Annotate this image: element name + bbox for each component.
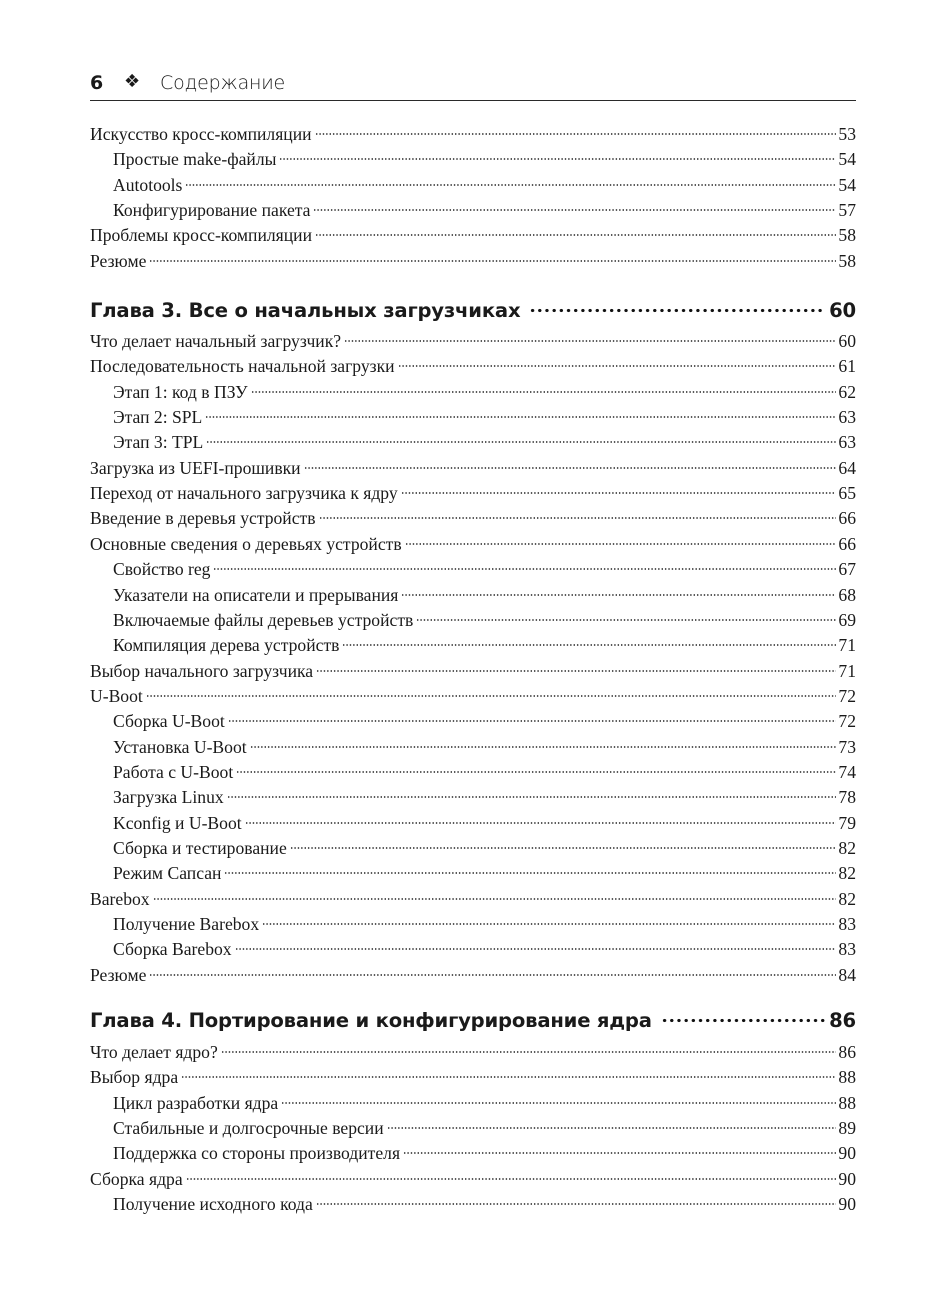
dot-leader [315,132,837,136]
toc-entry [90,532,856,556]
toc-entry [90,684,856,708]
toc-entry-page: 88 [838,1067,856,1088]
toc-entry [90,912,856,936]
toc-entry-title: Переход от начального загрузчика к ядру [90,483,398,504]
toc-entry-page: 62 [838,381,856,402]
ornament-icon: ❖ [124,71,141,92]
toc-entry [90,861,856,885]
toc-entry [90,760,856,784]
toc-entry [90,380,856,404]
dot-leader [304,466,837,470]
toc-entry-title: Загрузка из UEFI-прошивки [90,457,301,478]
toc-entry-title: Проблемы кросс-компиляции [90,225,313,246]
toc-entry [90,173,856,197]
toc-entry-page: 82 [838,888,856,909]
dot-leader [316,669,836,673]
toc-entry [90,430,856,454]
dot-leader [221,1050,837,1054]
dot-leader [251,390,837,394]
chapter-heading [90,296,856,326]
dot-leader [236,770,836,774]
toc-entry-page: 83 [838,939,856,960]
toc-entry-title: Поддержка со стороны производителя [113,1143,401,1164]
toc-entry-page: 68 [838,584,856,605]
toc-entry [90,329,856,353]
toc-entry [90,963,856,987]
dot-leader [213,567,836,571]
toc-entry-page: 64 [838,457,856,478]
toc-entry [90,1141,856,1165]
toc-entry-page: 72 [838,685,856,706]
toc-entry-page: 60 [838,331,856,351]
toc-entry-page: 86 [838,1042,856,1062]
toc-entry-title: Конфигурирование пакета [113,200,311,221]
toc-entry-title: Введение в деревья устройств [90,508,316,529]
toc-entry [90,249,856,273]
toc-entry [90,405,856,429]
toc-entry-title: Выбор ядра [90,1067,179,1088]
toc-entry-page: 54 [838,174,856,195]
chapter-heading [90,1006,856,1036]
dot-leader [146,694,837,698]
toc-entry [90,354,856,378]
toc-entry-title: Основные сведения о деревьях устройств [90,533,402,554]
toc-entry [90,122,856,146]
toc-entry [90,785,856,809]
toc-entry-page: 58 [838,250,856,271]
toc-entry-title: Установка U-Boot [113,736,247,757]
toc-entry-title: U-Boot [90,685,143,706]
toc-entry-page: 78 [838,787,856,808]
toc-entry [90,1116,856,1140]
chapter-page: 86 [829,1009,856,1032]
toc-entry-title: Режим Сапсан [113,863,222,884]
dot-leader [387,1126,837,1130]
toc-entry-page: 65 [838,483,856,504]
toc-entry [90,659,856,683]
dot-leader [281,1101,836,1105]
dot-leader [245,821,837,825]
dot-leader [235,947,837,951]
toc-entry-title: Этап 3: TPL [113,432,204,453]
dot-leader [279,157,836,161]
toc-entry-page: 57 [838,200,856,221]
dot-leader [401,593,836,597]
chapter-page: 60 [829,299,856,322]
toc-entry-page: 73 [838,736,856,757]
toc-entry-title: Свойство reg [113,559,211,580]
toc-entry [90,147,856,171]
dot-leader [206,440,836,444]
dot-leader [342,643,836,647]
dot-leader [403,1151,836,1155]
dot-leader [228,719,837,723]
toc-entry-title: Резюме [90,964,147,985]
toc-entry [90,836,856,860]
toc-entry [90,1040,856,1064]
toc-entry-title: Сборка Barebox [113,939,232,960]
toc-entry-title: Сборка U-Boot [113,711,225,732]
toc-entry-title: Этап 2: SPL [113,407,203,428]
toc-entry [90,583,856,607]
toc-entry-title: Включаемые файлы деревьев устройств [113,609,414,630]
dot-leader [250,745,837,749]
dot-leader [205,415,836,419]
dot-leader [153,897,837,901]
toc-entry-page: 71 [838,635,856,656]
dot-leader [416,618,836,622]
toc-entry-page: 63 [838,432,856,453]
dot-leader [149,259,836,263]
toc-entry-title: Barebox [90,888,150,909]
toc-entry-page: 82 [838,863,856,884]
toc-entry-page: 69 [838,609,856,630]
toc-entry-page: 58 [838,225,856,246]
toc-entry-page: 89 [838,1118,856,1139]
toc-entry-page: 90 [838,1168,856,1189]
toc-entry-page: 88 [838,1092,856,1113]
toc-entry [90,481,856,505]
toc-entry [90,557,856,581]
dot-leader [186,1177,837,1181]
toc-entry-page: 84 [838,964,856,985]
chapter-title: Глава 3. Все о начальных загрузчиках [90,299,521,322]
dot-leader [224,871,836,875]
page-number: 6 [90,72,104,94]
dot-leader [185,183,836,187]
dot-leader [401,491,837,495]
chapter-title: Глава 4. Портирование и конфигурирование ядра [90,1009,652,1032]
toc-entry-title: Загрузка Linux [113,787,224,808]
toc-entry-title: Последовательность начальной загрузки [90,356,395,377]
toc-entry-page: 82 [838,838,856,858]
toc-entry-title: Сборка и тестирование [113,838,287,858]
toc-entry-title: Что делает начальный загрузчик? [90,331,342,351]
toc-entry-page: 90 [838,1194,856,1215]
toc-entry-title: Работа с U-Boot [113,761,234,782]
toc-entry-page: 53 [838,124,856,144]
toc-entry-title: Цикл разработки ядра [113,1092,279,1113]
toc-entry-page: 67 [838,559,856,580]
toc-entry [90,1192,856,1216]
toc-entry-title: Получение исходного кода [113,1194,313,1215]
toc-entry-title: Kconfig и U-Boot [113,812,242,833]
toc-entry-page: 63 [838,407,856,428]
toc-entry [90,223,856,247]
toc-entry-page: 83 [838,914,856,935]
dot-leader [181,1075,836,1079]
toc-entry-page: 66 [838,508,856,529]
toc-entry-page: 71 [838,660,856,681]
toc-entry-page: 90 [838,1143,856,1164]
toc-entry-page: 79 [838,812,856,833]
toc-entry [90,887,856,911]
toc-entry-title: Компиляция дерева устройств [113,635,340,656]
toc-entry-title: Получение Barebox [113,914,260,935]
toc-entry [90,811,856,835]
toc-entry-title: Простые make-файлы [113,149,277,170]
dot-leader [405,542,837,546]
dot-leader [661,1018,825,1023]
dot-leader [227,795,837,799]
dot-leader [290,846,837,850]
toc-entry-page: 74 [838,761,856,782]
running-title: Содержание [160,72,286,94]
dot-leader [149,973,836,977]
toc-entry [90,709,856,733]
toc-entry-title: Выбор начального загрузчика [90,660,314,681]
toc-entry [90,198,856,222]
toc-entry-title: Указатели на описатели и прерывания [113,584,399,605]
toc-entry-title: Стабильные и долгосрочные версии [113,1118,384,1139]
toc-entry-title: Этап 1: код в ПЗУ [113,381,248,402]
toc-entry-page: 54 [838,149,856,170]
toc-entry-title: Сборка ядра [90,1168,183,1189]
toc-entry [90,506,856,530]
toc-entry-page: 61 [838,356,856,377]
dot-leader [529,308,825,313]
toc-entry-title: Autotools [113,174,183,195]
toc-entry [90,735,856,759]
dot-leader [262,922,836,926]
toc-entry [90,1091,856,1115]
dot-leader [315,233,836,237]
toc-entry-page: 66 [838,533,856,554]
toc-entry [90,633,856,657]
toc-entry [90,1065,856,1089]
toc-entry-title: Что делает ядро? [90,1042,218,1062]
toc-entry-title: Искусство кросс-компиляции [90,124,312,144]
toc-entry [90,937,856,961]
running-header [90,70,856,101]
dot-leader [319,516,837,520]
toc-entry-page: 72 [838,711,856,732]
toc-entry [90,1167,856,1191]
dot-leader [316,1202,837,1206]
dot-leader [344,339,836,343]
dot-leader [313,208,836,212]
toc-entry [90,608,856,632]
toc-entry-title: Резюме [90,250,147,271]
dot-leader [398,364,837,368]
toc-entry [90,456,856,480]
